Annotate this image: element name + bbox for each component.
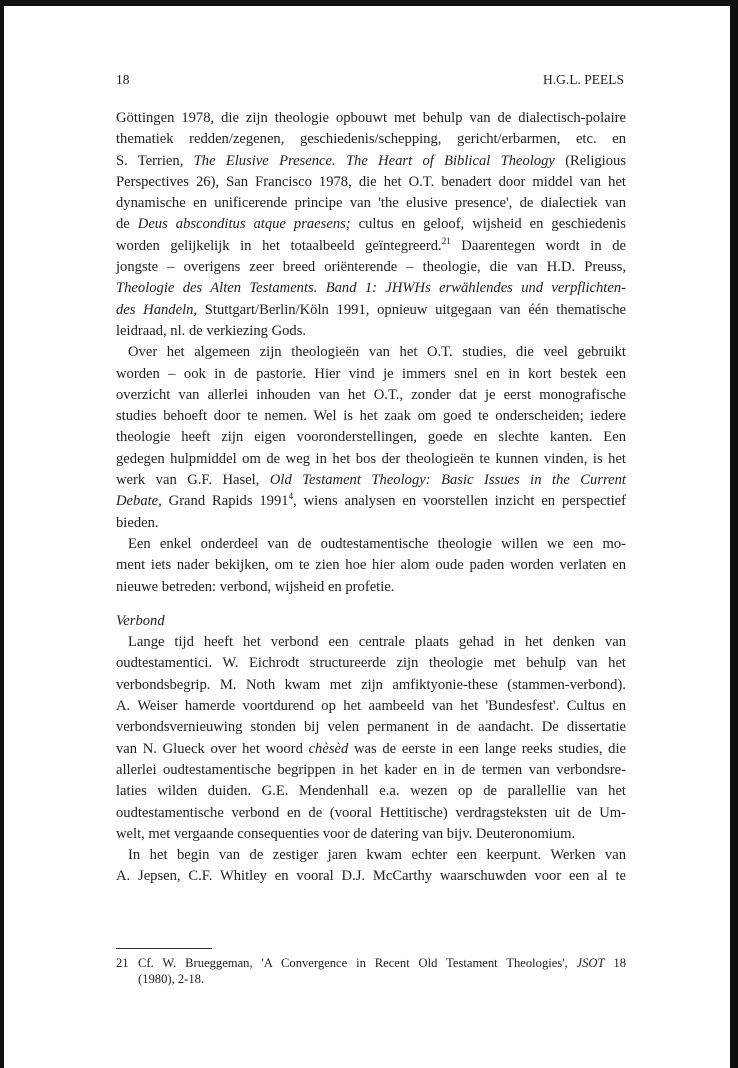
text-line xyxy=(116,236,626,257)
section-heading: Verbond xyxy=(116,612,165,629)
book-title: des Handeln, xyxy=(116,301,198,318)
text-line: A. Jepsen, C.F. Whitley en vooral D.J. McCarthy waarschuwden voor een al te xyxy=(116,868,626,885)
text-line: leidraad, nl. de verkiezing Gods. xyxy=(116,322,307,339)
text-span: Cf. W. Brueggeman, 'A Convergence in Recent Old Testament Theologies', xyxy=(138,956,577,970)
text-span: (Religious xyxy=(554,152,626,169)
latin-phrase: Deus absconditus atque praesens; xyxy=(137,216,351,233)
text-line: Een enkel onderdeel van de oudtestamentische theologie willen we een mo- xyxy=(128,535,626,552)
text-line: allerlei oudtestamentische begrippen in het kader en in de termen van verbondsre- xyxy=(116,761,626,778)
footnote-text xyxy=(138,955,626,987)
edition-sup: 4 xyxy=(288,491,294,502)
text-line xyxy=(116,491,626,512)
footnote-line xyxy=(138,955,626,971)
text-line: laties wilden duiden. G.E. Mendenhall e.a. wezen op de parallellie van het xyxy=(116,783,626,800)
text-line: verbondsvernieuwing stonden bij velen permanent in de aandacht. De dissertatie xyxy=(116,719,626,736)
text-line xyxy=(116,151,626,172)
running-title: H.G.L. PEELS xyxy=(543,72,624,87)
text-span: was de eerste in een lange reeks studies, die xyxy=(348,740,626,757)
text-line: nieuwe betreden: verbond, wijsheid en profetie. xyxy=(116,578,395,595)
paragraph-3 xyxy=(116,534,626,598)
text-span: van N. Glueck over het woord xyxy=(116,740,309,757)
paragraph-5 xyxy=(116,845,626,888)
footnote-ref: 21 xyxy=(441,235,451,246)
text-line: Lange tijd heeft het verbond een centrale plaats gehad in het denken van xyxy=(128,634,626,651)
text-line xyxy=(116,300,626,321)
text-span: de xyxy=(116,216,138,233)
journal-title: JSOT xyxy=(576,956,605,970)
text-line: Perspectives 26), San Francisco 1978, die het O.T. benadert door middel van het xyxy=(116,173,626,190)
text-line: jongste – overigens zeer breed oriënterende – theologie, die van H.D. Preuss, xyxy=(116,259,626,276)
running-header xyxy=(116,72,624,88)
text-span: worden gelijkelijk in het totaalbeeld geïntegreerd. xyxy=(116,237,442,254)
text-line xyxy=(116,214,626,235)
text-line: overzicht van allerlei inhouden van het O.T., zonder dat je eerst monografische xyxy=(116,386,626,403)
text-line: bieden. xyxy=(116,514,159,531)
text-span: werk van G.F. Hasel, xyxy=(116,472,270,489)
text-span: Grand Rapids 1991 xyxy=(161,493,289,510)
text-line: Over het algemeen zijn theologieën van het O.T. studies, die veel gebruikt xyxy=(128,344,626,361)
text-line: theologie heeft zijn eigen vooronderstellingen, goede en slechte kanten. Een xyxy=(116,429,626,446)
text-line: verbondsbegrip. M. Noth kwam met zijn amfiktyonie-these (stammen-verbond). xyxy=(116,676,626,693)
text-line: welt, met vergaande consequenties voor de datering van bijv. Deuteronomium. xyxy=(116,825,576,842)
text-span: , wiens analysen en voorstellen inzicht en perspectief xyxy=(293,493,626,510)
text-line: A. Weiser hamerde voortdurend op het aambeeld van het 'Bundesfest'. Cultus en xyxy=(116,698,626,715)
body-text xyxy=(116,108,626,888)
paragraph-2 xyxy=(116,342,626,534)
book-title: Old Testament Theology: Basic Issues in the Current xyxy=(269,472,626,489)
paragraph-4 xyxy=(116,632,626,845)
text-line: oudtestamentische verbond en de (vooral Hettitische) verdragsteksten uit de Um- xyxy=(116,804,626,821)
text-line: worden – ook in de pastorie. Hier vind je immers snel en in kort bestek een xyxy=(116,365,626,382)
text-line: studies behoeft door te nemen. Wel is het zaak om goed te onderscheiden; iedere xyxy=(116,408,626,425)
text-line xyxy=(116,739,626,760)
page-number: 18 xyxy=(116,72,130,87)
footnote-21 xyxy=(116,955,626,987)
hebrew-term: chèsèd xyxy=(308,740,349,757)
text-span: 18 xyxy=(604,956,626,970)
text-span: Stuttgart/Berlin/Köln 1991, opnieuw uitgegaan van één thematische xyxy=(197,301,626,318)
scan-edge-top xyxy=(0,0,738,6)
scan-edge-left xyxy=(0,0,4,1068)
text-line: ment iets nader bekijken, om te zien hoe hier alom oude paden worden verlaten en xyxy=(116,557,626,574)
text-span: Daarentegen wordt in de xyxy=(450,237,626,254)
text-span: cultus en geloof, wijsheid en geschiedenis xyxy=(350,216,626,233)
book-title: Theologie des Alten Testaments. Band 1: JHWHs erwählendes und verpflichten- xyxy=(116,280,626,297)
text-line: thematiek redden/zegenen, geschiedenis/schepping, gericht/erbarmen, etc. en xyxy=(116,131,626,148)
text-line: gedegen hulpmiddel om de weg in het bos der theologieën te kunnen vinden, is het xyxy=(116,450,626,467)
text-line: Göttingen 1978, die zijn theologie opbouwt met behulp van de dialectisch-polaire xyxy=(116,110,626,126)
footnote-rule xyxy=(116,948,212,949)
text-line: In het begin van de zestiger jaren kwam echter een keerpunt. Werken van xyxy=(128,847,626,864)
text-span: S. Terrien, xyxy=(116,152,194,169)
text-line: oudtestamentici. W. Eichrodt structureerde zijn theologie met behulp van het xyxy=(116,655,626,672)
section-gap xyxy=(116,598,626,611)
footnote-line: (1980), 2-18. xyxy=(138,972,205,986)
paragraph-1 xyxy=(116,108,626,342)
scan-edge-right xyxy=(730,0,738,1068)
text-line: dynamische en unificerende principe van 'the elusive presence', de dialectiek van xyxy=(116,195,626,212)
book-title: Debate, xyxy=(116,493,162,510)
footnote-number: 21 xyxy=(116,956,129,970)
text-line xyxy=(116,470,626,491)
book-title: The Elusive Presence. The Heart of Biblical Theology xyxy=(193,152,555,169)
